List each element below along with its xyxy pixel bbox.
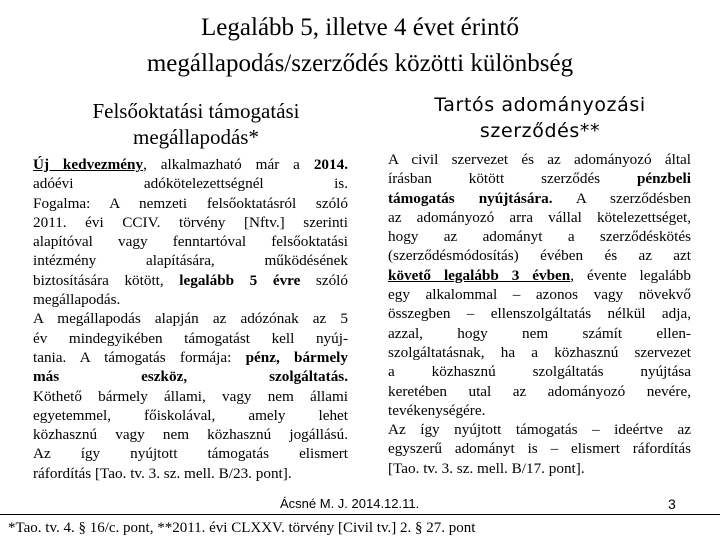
left-text-segment: Az így nyújtott támogatás elismert bbox=[33, 445, 348, 463]
left-column-heading bbox=[38, 98, 354, 150]
right-text-segment: követő legalább 3 évben bbox=[388, 266, 571, 284]
right-text-line bbox=[388, 285, 691, 304]
left-text-segment: Köthető bármely állami, vagy nem állami bbox=[33, 387, 348, 405]
right-text-line bbox=[388, 439, 691, 458]
left-text-segment: legalább 5 évre bbox=[179, 271, 301, 289]
left-text-line bbox=[33, 425, 348, 444]
left-text-line bbox=[33, 464, 348, 483]
right-text-segment: (szerződésmódosítás) évében és az azt bbox=[388, 247, 691, 265]
left-text-segment: 2014. bbox=[313, 156, 348, 173]
right-text-line bbox=[388, 266, 691, 285]
left-text-line bbox=[33, 329, 348, 348]
right-text-segment: A szerződésben bbox=[552, 189, 692, 207]
left-text-line bbox=[33, 174, 348, 193]
left-text-line bbox=[33, 194, 348, 213]
right-heading-line-1: Tartós adományozási bbox=[434, 94, 646, 116]
left-text-line bbox=[33, 406, 348, 425]
right-text-segment: támogatás nyújtására. bbox=[388, 189, 553, 207]
right-text-line bbox=[388, 420, 691, 439]
right-text-line bbox=[388, 169, 691, 188]
right-text-line bbox=[388, 227, 691, 246]
right-text-segment: keretében utal az adományozó nevére, bbox=[388, 382, 691, 400]
left-text-segment: Új kedvezmény bbox=[33, 156, 144, 173]
left-text-segment: egyetemmel, főiskolával, amely lehet bbox=[33, 406, 348, 424]
left-text-line bbox=[33, 348, 348, 367]
right-text-segment: tevékenységére. bbox=[388, 401, 486, 419]
left-text-line bbox=[33, 387, 348, 406]
right-text-line bbox=[388, 343, 691, 362]
slide-title bbox=[0, 10, 720, 82]
right-text-segment: hogy az adományt a szerződéskötés bbox=[388, 228, 691, 246]
left-text-line bbox=[33, 309, 348, 328]
left-text-segment: más eszköz, szolgáltatás. bbox=[33, 368, 348, 386]
right-text-line bbox=[388, 304, 691, 323]
left-text-segment: ráfordítás [Tao. tv. 3. sz. mell. B/23. pont]. bbox=[33, 464, 292, 482]
right-text-line bbox=[388, 362, 691, 381]
footnote: *Tao. tv. 4. § 16/c. pont, **2011. évi CLXXV. törvény [Civil tv.] 2. § 27. pont bbox=[8, 520, 476, 536]
right-text-segment: szolgáltatásnak, ha a közhasznú szervezet bbox=[388, 343, 691, 361]
left-text-segment: , alkalmazható már a bbox=[143, 156, 314, 173]
right-text-line bbox=[388, 189, 691, 208]
left-text-line bbox=[33, 155, 348, 174]
left-text-segment: 2011. évi CCIV. törvény [Nftv.] szerinti bbox=[33, 213, 348, 231]
left-text-segment: megállapodás. bbox=[33, 291, 121, 309]
right-text-line bbox=[388, 208, 691, 227]
right-column-heading bbox=[384, 92, 696, 144]
left-text-segment: szóló bbox=[300, 271, 348, 289]
left-text-segment: A megállapodás alapján az adózónak az 5 bbox=[33, 310, 348, 328]
right-text-segment: írásban kötött szerződés bbox=[388, 170, 637, 188]
left-text-segment: intézmény alapítására, működésének bbox=[33, 252, 348, 270]
left-text-segment: év mindegyikében támogatást kell nyúj- bbox=[33, 329, 348, 347]
right-text-line bbox=[388, 150, 691, 169]
right-text-line bbox=[388, 382, 691, 401]
left-text-segment: Fogalma: A nemzeti felsőoktatásról szóló bbox=[33, 194, 348, 212]
left-text-line bbox=[33, 367, 348, 386]
footer-author-date: Ácsné M. J. 2014.12.11. bbox=[280, 496, 420, 511]
right-text-segment: egy alkalommal – azonos vagy növekvő bbox=[388, 286, 691, 304]
right-text-segment: azzal, hogy nem számít ellen- bbox=[388, 324, 691, 342]
left-text-line bbox=[33, 213, 348, 232]
left-text-line bbox=[33, 290, 348, 309]
right-text-line bbox=[388, 459, 691, 478]
right-text-segment: a közhasznú szolgáltatás nyújtása bbox=[388, 363, 691, 381]
left-heading-line-2: megállapodás* bbox=[133, 125, 259, 149]
left-text-segment: tania. A támogatás formája: bbox=[33, 348, 246, 366]
left-text-line bbox=[33, 251, 348, 270]
left-text-line bbox=[33, 444, 348, 463]
right-text-line bbox=[388, 324, 691, 343]
right-text-segment: pénzbeli bbox=[636, 170, 691, 188]
right-text-line bbox=[388, 401, 691, 420]
right-text-segment: A civil szervezet és az adományozó által bbox=[388, 151, 691, 168]
right-text-segment: [Tao. tv. 3. sz. mell. B/17. pont]. bbox=[388, 459, 585, 477]
left-text-segment: pénz, bármely bbox=[245, 348, 348, 366]
right-heading-line-2: szerződés** bbox=[479, 120, 601, 142]
left-text-segment: biztosítására kötött, bbox=[33, 271, 180, 289]
left-text-line bbox=[33, 271, 348, 290]
left-text-segment: alapítóval vagy fenntartóval felsőoktatási bbox=[33, 233, 348, 251]
title-line-2: megállapodás/szerződés közötti különbség bbox=[146, 50, 574, 77]
left-text-line bbox=[33, 232, 348, 251]
right-text-segment: összegben – ellenszolgáltatás nélkül adja, bbox=[388, 305, 691, 323]
right-text-line bbox=[388, 246, 691, 265]
right-text-segment: Az így nyújtott támogatás – ideértve az bbox=[388, 421, 691, 439]
left-text-segment: közhasznú vagy nem közhasznú jogállású. bbox=[33, 426, 348, 444]
left-text-segment: adóévi adókötelezettségnél is. bbox=[33, 175, 348, 193]
title-line-1: Legalább 5, illetve 4 évet érintő bbox=[201, 14, 519, 41]
right-column-text bbox=[388, 150, 691, 478]
page-number: 3 bbox=[668, 496, 676, 512]
left-column-text bbox=[33, 155, 348, 483]
right-text-segment: egyszerű adományt is – elismert ráfordítás bbox=[388, 440, 691, 458]
right-text-segment: az adományozó arra vállal kötelezettséget, bbox=[388, 208, 691, 226]
right-text-segment: , évente legalább bbox=[570, 266, 691, 284]
left-heading-line-1: Felsőoktatási támogatási bbox=[92, 99, 300, 123]
